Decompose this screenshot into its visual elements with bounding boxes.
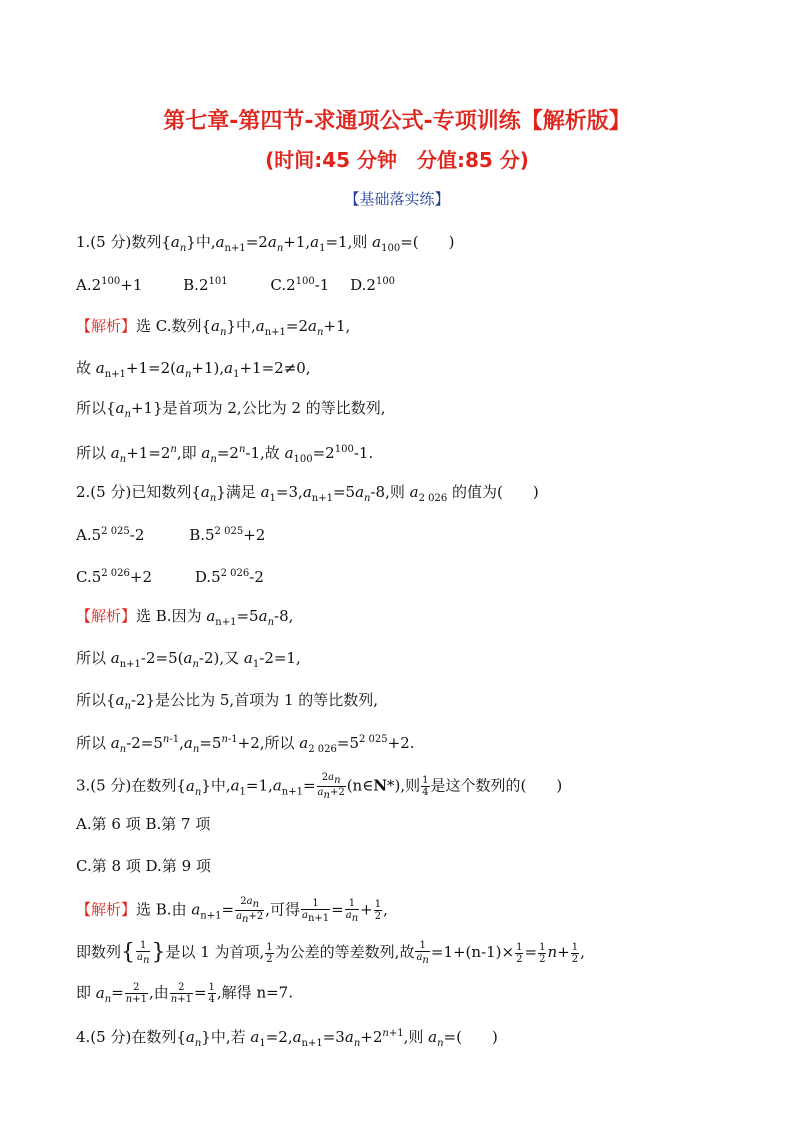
fraction: $\frac{1}{a_n}$ (137, 940, 150, 966)
q2-solution-line-3: 所以$\{a_n-2\}$是公比为 5,首项为 1 的等比数列, (76, 691, 379, 712)
analysis-tag: 【解析】 (76, 317, 137, 335)
q2-option-b: $B.5^{2 025}+2$ (189, 526, 266, 544)
fraction: $\frac{2}{n+1}$ (170, 982, 192, 1005)
q1-solution-line-4: 所以 $a_n+1=2^n$,即 $a_n=2^n-1$,故 $a_{100}=2^{100}-1$. (76, 444, 374, 465)
q2-option-c: $C.5^{2 026}+2$ (76, 568, 153, 586)
q1-solution-line-3: 所以$\{a_n+1\}$是首项为 2,公比为 2 的等比数列, (76, 399, 386, 420)
fraction: $\frac{2}{n+1}$ (125, 982, 147, 1005)
question-4-stem: 4.(5 分)在数列$\{a_n\}$中,若 $a_1=2,a_{n+1}=3a_n+2^{n+1}$,则 $a_n=$( ) (76, 1028, 498, 1049)
fraction: $\frac{1}{4}$ (208, 982, 215, 1005)
q3-solution-line-1: 【解析】选 B.由 $a_{n+1}=$ $\frac{2a_n}{a_n+2}$ ,可得 $\frac{1}{a_{n+1}}$ = $\frac{1}{a_n}$ + $\frac{1}{2}$ , (76, 896, 388, 925)
analysis-tag: 【解析】 (76, 900, 137, 919)
fraction: $\frac{1}{a_n}$ (345, 897, 359, 924)
fraction: $\frac{1}{2}$ (539, 941, 546, 965)
q1-option-d: $D.2^{100}$ (350, 276, 396, 294)
q1-solution-line-1: 【解析】选 C.数列$\{a_n\}$中$,a_{n+1}=2a_n+1$, (76, 317, 351, 338)
fraction: $\frac{1}{4}$ (422, 775, 429, 798)
question-2-stem: 2.(5 分)已知数列$\{a_n\}$满足 $a_1=3,a_{n+1}=5a_n-8$,则 $a_{2 026}$ 的值为( ) (76, 483, 539, 504)
time-score-info: (时间:45 分钟 分值:85 分) (265, 148, 529, 172)
page-title: 第七章-第四节-求通项公式-专项训练【解析版】 (163, 109, 631, 134)
fraction: $\frac{2a_n}{a_n+2}$ (236, 896, 264, 925)
fraction: $\frac{1}{2}$ (571, 941, 579, 965)
q1-option-b: $B.2^{101}$ (183, 276, 228, 294)
question-3-options-cd: C.第 8 项 D.第 9 项 (76, 857, 211, 875)
q3-solution-line-2: 即数列{ $\frac{1}{a_n}$ }是以 1 为首项, $\frac{1}{2}$ 为公差的等差数列,故 $\frac{1}{a_n}$ =1+(n-1)× $\frac{1}{2}$ = $\frac{1}{2}$ n+ $\frac{1}{2}$ , (76, 940, 585, 966)
q2-option-d: $D.5^{2 026}-2$ (194, 568, 264, 586)
q1-solution-line-2: 故 $a_{n+1}+1=2(a_n+1),a_1+1=2\ne 0$, (76, 359, 311, 380)
q2-solution-line-4: 所以 $a_n-2=5^{n-1},a_n=5^{n-1}+2$,所以 $a_{2 026}=5^{2 025}+2$. (76, 734, 415, 755)
question-1-options (76, 272, 395, 295)
q2-option-a: $A.5^{2 025}-2$ (76, 526, 145, 544)
analysis-tag: 【解析】 (76, 607, 137, 625)
question-2-options-ab (76, 522, 265, 545)
question-1-stem: 1.(5 分)数列$\{a_n\}$中$,a_{n+1}=2a_n+1,a_1=1$,则 $a_{100}=$( ) (76, 233, 455, 254)
fraction: $\frac{2a_n}{a_n+2}$ (317, 772, 345, 801)
q3-solution-line-3: 即 $a_n=$ $\frac{2}{n+1}$ ,由 $\frac{2}{n+1}$ = $\frac{1}{4}$ ,解得 n=7. (76, 982, 293, 1005)
q2-solution-line-2: 所以 $a_{n+1}-2=5(a_n-2)$,又 $a_1-2=1$, (76, 649, 301, 670)
q1-option-a: $A.2^{100}+1$ (76, 276, 143, 294)
question-3-options-ab: A.第 6 项 B.第 7 项 (76, 815, 211, 833)
q2-solution-line-1: 【解析】选 B.因为 $a_{n+1}=5a_n-8$, (76, 607, 294, 628)
question-3-stem: 3.(5 分)在数列$\{a_n\}$中$,a_1=1,a_{n+1}=$ $\frac{2a_n}{a_n+2}$ (n∈N*),则 $\frac{1}{4}$ 是这个数列的( ) (76, 772, 563, 801)
fraction: $\frac{1}{2}$ (516, 941, 523, 965)
fraction: $\frac{1}{a_{n+1}}$ (302, 897, 330, 924)
fraction: $\frac{1}{2}$ (374, 899, 382, 922)
section-heading: 【基础落实练】 (344, 190, 450, 208)
question-2-options-cd (76, 564, 264, 587)
fraction: $\frac{1}{a_n}$ (416, 940, 429, 966)
q1-option-c: $C.2^{100}-1$ (270, 276, 330, 294)
fraction: $\frac{1}{2}$ (266, 941, 273, 965)
